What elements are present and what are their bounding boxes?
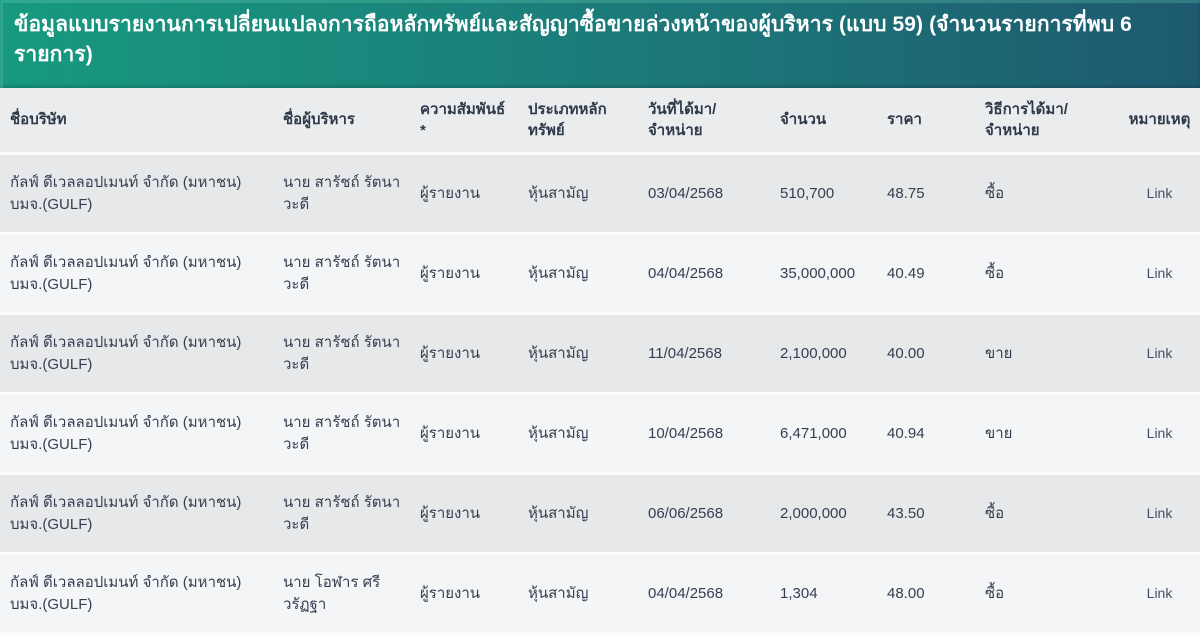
column-header-company: ชื่อบริษัท: [10, 111, 67, 129]
cell-amount: 2,100,000: [780, 344, 847, 362]
table-row: [0, 235, 1200, 315]
cell-executive: นาย โอฬาร ศรีวรัฏฐา: [283, 574, 381, 613]
cell-method: ขาย: [985, 424, 1013, 442]
column-header-security_type: ประเภทหลักทรัพย์: [528, 100, 607, 139]
table-row: [0, 395, 1200, 475]
cell-security_type: หุ้นสามัญ: [528, 264, 589, 282]
cell-method: ซื้อ: [985, 184, 1005, 202]
cell-price: 40.00: [887, 344, 925, 362]
cell-price: 48.00: [887, 584, 925, 602]
cell-company: กัลฟ์ ดีเวลลอปเมนท์ จำกัด (มหาชน) บมจ.(GULF): [10, 334, 242, 373]
cell-company: กัลฟ์ ดีเวลลอปเมนท์ จำกัด (มหาชน) บมจ.(GULF): [10, 494, 242, 533]
cell-remark: [1125, 503, 1200, 524]
cell-price: 40.94: [887, 424, 925, 442]
cell-date: 03/04/2568: [648, 184, 724, 202]
table-row: [0, 555, 1200, 635]
cell-relationship: ผู้รายงาน: [420, 264, 481, 282]
cell-amount: 35,000,000: [780, 264, 856, 282]
cell-amount: 2,000,000: [780, 504, 847, 522]
cell-executive: นาย สารัชถ์ รัตนาวะดี: [283, 334, 401, 373]
cell-remark: [1125, 423, 1200, 444]
cell-price: 43.50: [887, 504, 925, 522]
table-row: [0, 315, 1200, 395]
column-header-amount: จำนวน: [780, 111, 827, 129]
cell-remark: [1125, 343, 1200, 364]
cell-method: ขาย: [985, 344, 1013, 362]
cell-date: 11/04/2568: [648, 344, 722, 362]
cell-relationship: ผู้รายงาน: [420, 424, 481, 442]
cell-date: 10/04/2568: [648, 424, 724, 442]
remark-link[interactable]: Link: [1146, 504, 1173, 521]
cell-company: กัลฟ์ ดีเวลลอปเมนท์ จำกัด (มหาชน) บมจ.(GULF): [10, 254, 242, 293]
table-row: [0, 475, 1200, 555]
remark-link[interactable]: Link: [1146, 584, 1173, 601]
cell-company: กัลฟ์ ดีเวลลอปเมนท์ จำกัด (มหาชน) บมจ.(GULF): [10, 174, 242, 213]
column-header-method: วิธีการได้มา/จำหน่าย: [985, 100, 1068, 139]
cell-relationship: ผู้รายงาน: [420, 584, 481, 602]
cell-executive: นาย สารัชถ์ รัตนาวะดี: [283, 254, 401, 293]
cell-price: 48.75: [887, 184, 925, 202]
table-header-row: [0, 88, 1200, 155]
remark-link[interactable]: Link: [1146, 344, 1173, 361]
cell-method: ซื้อ: [985, 584, 1005, 602]
cell-relationship: ผู้รายงาน: [420, 504, 481, 522]
table-body: [0, 155, 1200, 635]
cell-date: 04/04/2568: [648, 584, 724, 602]
remark-link[interactable]: Link: [1146, 264, 1173, 281]
cell-method: ซื้อ: [985, 264, 1005, 282]
cell-remark: [1125, 183, 1200, 204]
column-header-date: วันที่ได้มา/จำหน่าย: [648, 100, 717, 139]
report-title-banner: [0, 0, 1200, 88]
cell-security_type: หุ้นสามัญ: [528, 184, 589, 202]
cell-date: 06/06/2568: [648, 504, 724, 522]
column-header-executive: ชื่อผู้บริหาร: [283, 111, 355, 129]
cell-executive: นาย สารัชถ์ รัตนาวะดี: [283, 414, 401, 453]
cell-relationship: ผู้รายงาน: [420, 344, 481, 362]
remark-link[interactable]: Link: [1146, 424, 1173, 441]
cell-date: 04/04/2568: [648, 264, 724, 282]
cell-executive: นาย สารัชถ์ รัตนาวะดี: [283, 174, 401, 213]
cell-remark: [1125, 263, 1200, 284]
cell-executive: นาย สารัชถ์ รัตนาวะดี: [283, 494, 401, 533]
cell-security_type: หุ้นสามัญ: [528, 584, 589, 602]
column-header-price: ราคา: [887, 111, 922, 129]
cell-security_type: หุ้นสามัญ: [528, 344, 589, 362]
cell-price: 40.49: [887, 264, 925, 282]
cell-security_type: หุ้นสามัญ: [528, 504, 589, 522]
cell-amount: 6,471,000: [780, 424, 847, 442]
form59-table: [0, 88, 1200, 635]
cell-company: กัลฟ์ ดีเวลลอปเมนท์ จำกัด (มหาชน) บมจ.(GULF): [10, 574, 242, 613]
cell-method: ซื้อ: [985, 504, 1005, 522]
column-header-remark: หมายเหตุ: [1128, 111, 1191, 129]
page-title: ข้อมูลแบบรายงานการเปลี่ยนแปลงการถือหลักทรัพย์และสัญญาซื้อขายล่วงหน้าของผู้บริหาร (แบบ 59) (จำนวนรายการที่พบ 6 รายการ): [14, 13, 1132, 67]
cell-amount: 1,304: [780, 584, 818, 602]
cell-relationship: ผู้รายงาน: [420, 184, 481, 202]
cell-amount: 510,700: [780, 184, 835, 202]
cell-security_type: หุ้นสามัญ: [528, 424, 589, 442]
cell-company: กัลฟ์ ดีเวลลอปเมนท์ จำกัด (มหาชน) บมจ.(GULF): [10, 414, 242, 453]
remark-link[interactable]: Link: [1146, 184, 1173, 201]
table-row: [0, 155, 1200, 235]
cell-remark: [1125, 583, 1200, 604]
column-header-relationship: ความสัมพันธ์ *: [420, 100, 506, 139]
